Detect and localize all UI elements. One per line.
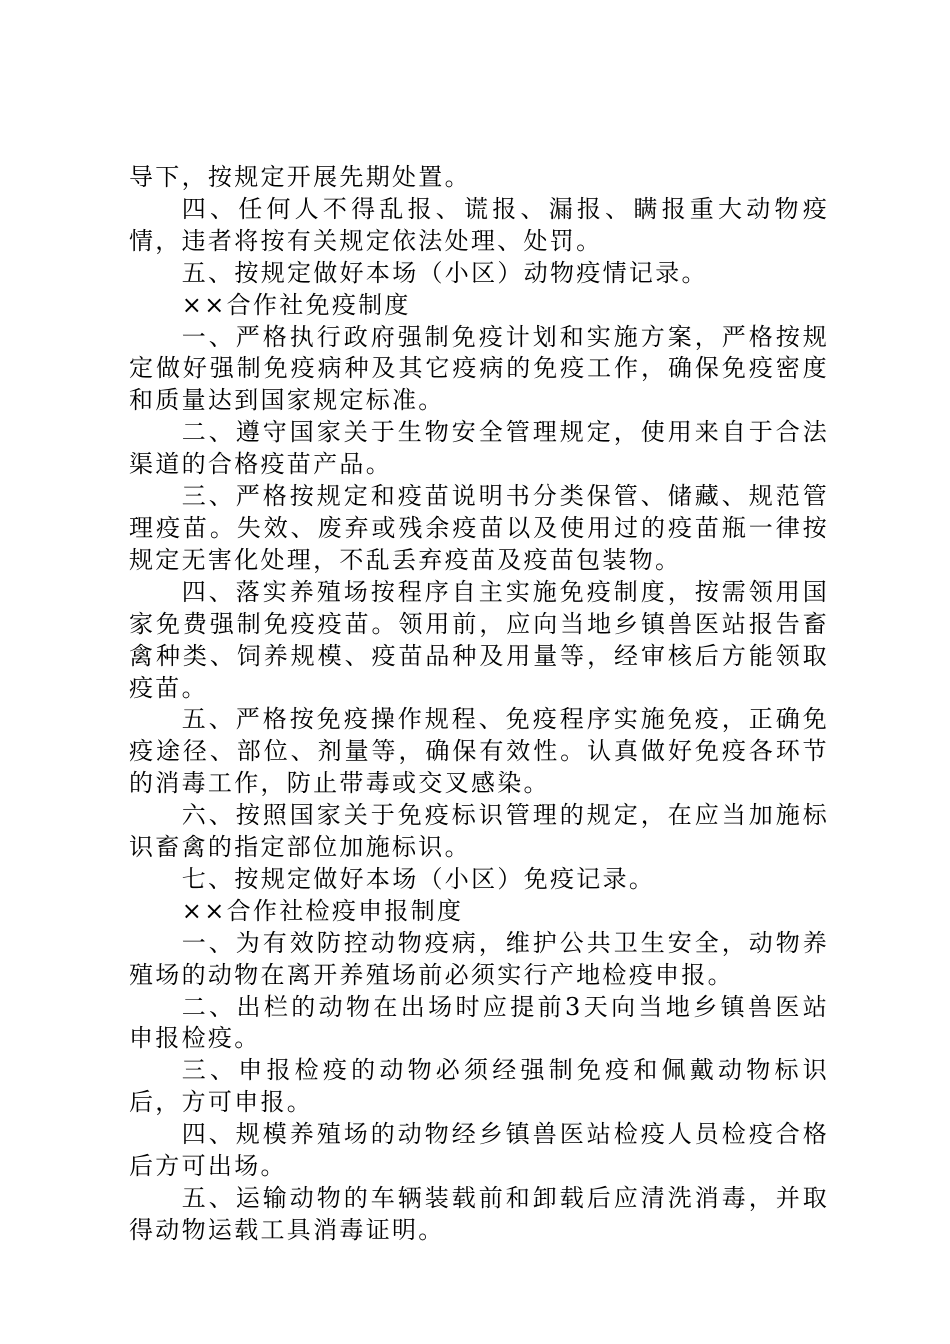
paragraph: 四、任何人不得乱报、谎报、漏报、瞒报重大动物疫情，违者将按有关规定依法处理、处罚。 [129,194,829,255]
paragraph: 四、规模养殖场的动物经乡镇兽医站检疫人员检疫合格后方可出场。 [129,1120,829,1181]
paragraph-continuation: 导下，按规定开展先期处置。 [129,163,471,191]
paragraph: 五、运输动物的车辆装载前和卸载后应清洗消毒，并取得动物运载工具消毒证明。 [129,1184,829,1244]
paragraph: 三、申报检疫的动物必须经强制免疫和佩戴动物标识后，方可申报。 [129,1056,829,1117]
paragraph: 三、严格按规定和疫苗说明书分类保管、储藏、规范管理疫苗。失效、废弃或残余疫苗以及使用过的疫苗瓶一律按规定无害化处理，不乱丢弃疫苗及疫苗包装物。 [129,482,829,574]
paragraph: 二、出栏的动物在出场时应提前3天向当地乡镇兽医站申报检疫。 [129,992,829,1053]
paragraph: 六、按照国家关于免疫标识管理的规定，在应当加施标识畜禽的指定部位加施标识。 [129,801,829,862]
document-page [129,162,829,1247]
section-heading-quarantine: ××合作社检疫申报制度 [181,896,464,925]
paragraph: 二、遵守国家关于生物安全管理规定，使用来自于合法渠道的合格疫苗产品。 [129,418,829,479]
paragraph: 一、严格执行政府强制免疫计划和实施方案，严格按规定做好强制免疫病种及其它疫病的免疫工作，确保免疫密度和质量达到国家规定标准。 [129,322,829,415]
paragraph: 一、为有效防控动物疫病，维护公共卫生安全，动物养殖场的动物在离开养殖场前必须实行产地检疫申报。 [129,928,829,989]
paragraph: 七、按规定做好本场（小区）免疫记录。 [181,864,656,893]
paragraph: 四、落实养殖场按程序自主实施免疫制度，按需领用国家免费强制免疫疫苗。领用前，应向当地乡镇兽医站报告畜禽种类、饲养规模、疫苗品种及用量等，经审核后方能领取疫苗。 [129,577,829,702]
paragraph: 五、严格按免疫操作规程、免疫程序实施免疫，正确免疫途径、部位、剂量等，确保有效性。认真做好免疫各环节的消毒工作，防止带毒或交叉感染。 [129,705,829,798]
paragraph: 五、按规定做好本场（小区）动物疫情记录。 [181,258,708,287]
section-heading-immunization: ××合作社免疫制度 [181,290,411,319]
